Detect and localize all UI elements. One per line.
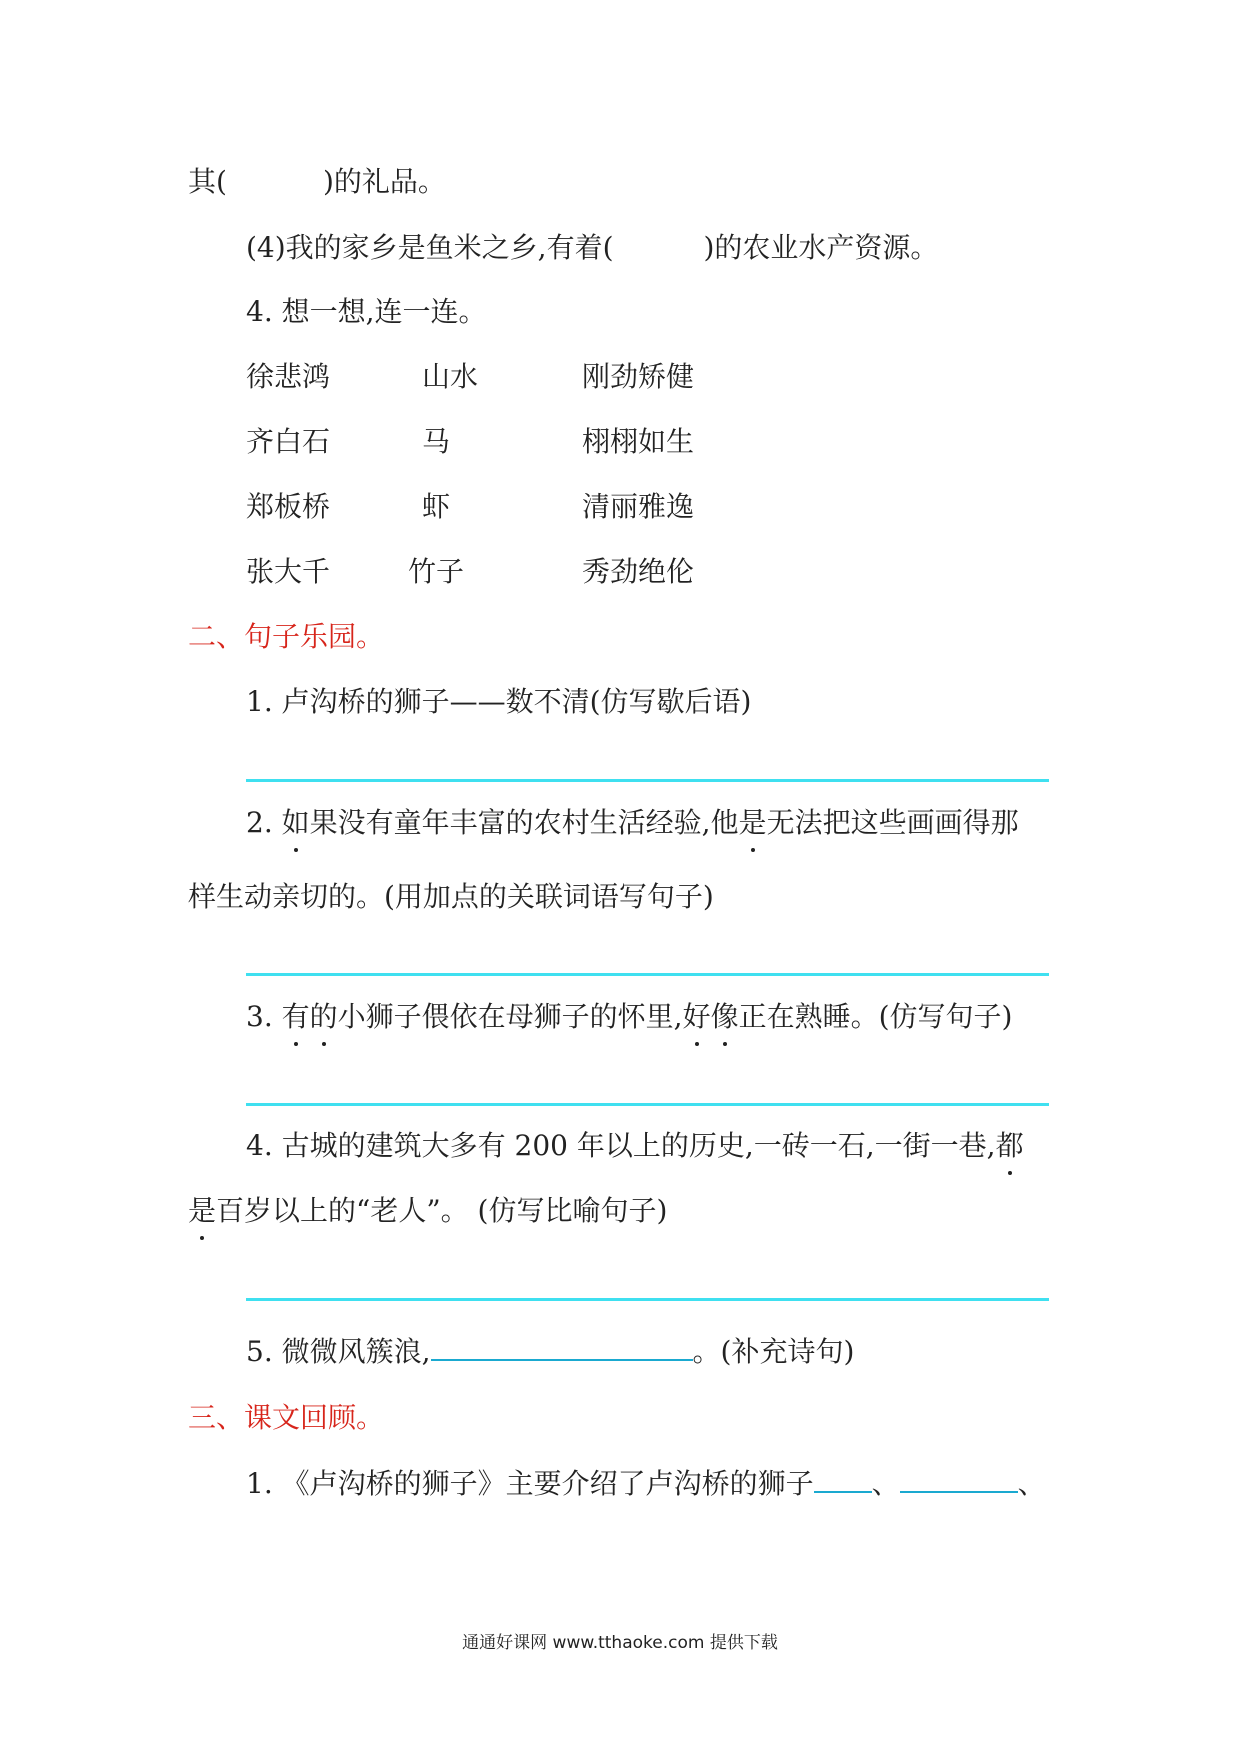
s3-q1-sep-2: 、: [1017, 1467, 1046, 1500]
q3-item-4-before: (4)我的家乡是鱼米之乡,有着(: [246, 231, 614, 264]
s2-q2-dot-word-1: 如: [282, 803, 310, 843]
q3-item-4-after: )的农业水产资源。: [703, 231, 939, 264]
s2-q5-answer-blank[interactable]: [431, 1333, 693, 1361]
match-subject-4[interactable]: 竹子: [408, 555, 465, 588]
s2-q4-text-1: 4. 古城的建筑大多有 200 年以上的历史,一砖一石,一街一巷,: [246, 1129, 996, 1162]
s2-q4-dot-word-2: 是: [188, 1191, 216, 1231]
s2-q3-answer-line[interactable]: [246, 1103, 1049, 1106]
s2-q1: 1. 卢沟桥的狮子——数不清(仿写歇后语): [246, 685, 752, 718]
s2-q4-text-2: 百岁以上的“老人”。 (仿写比喻句子): [216, 1194, 668, 1227]
s2-q3-text-2: 正在熟睡。(仿写句子): [738, 1000, 1013, 1033]
s2-q2-num: 2.: [246, 806, 282, 839]
s3-q1-blank-2[interactable]: [900, 1465, 1018, 1493]
s2-q2-answer-line[interactable]: [246, 973, 1049, 976]
section3-heading: 三、课文回顾。: [188, 1401, 385, 1434]
s2-q4-dot-word-1: 都: [996, 1126, 1024, 1166]
q3-cont-after: )的礼品。: [322, 165, 446, 198]
match-painter-1[interactable]: 徐悲鸿: [246, 360, 331, 393]
match-subject-3[interactable]: 虾: [422, 490, 451, 523]
match-subject-2[interactable]: 马: [422, 425, 451, 458]
footer-credit: 通通好课网 www.tthaoke.com 提供下载: [462, 1633, 778, 1653]
s2-q3-text-1: 小狮子偎依在母狮子的怀里,: [337, 1000, 683, 1033]
s2-q5: [246, 1332, 854, 1372]
q4-title: 4. 想一想,连一连。: [246, 295, 487, 328]
match-subject-1[interactable]: 山水: [422, 360, 479, 393]
match-painter-3[interactable]: 郑板桥: [246, 490, 331, 523]
s2-q2-text-2: 无法把这些画画得那: [766, 806, 1019, 839]
q3-continuation: [188, 162, 446, 202]
s2-q4-line1: [246, 1126, 1024, 1166]
s3-q1: [246, 1464, 1046, 1504]
match-style-1[interactable]: 刚劲矫健: [582, 360, 695, 393]
s2-q5-after: 。(补充诗句): [692, 1335, 855, 1368]
s2-q3-dot-word-1: 有: [282, 997, 310, 1037]
s2-q4-answer-line[interactable]: [246, 1298, 1049, 1301]
s2-q4-line2: [188, 1191, 667, 1231]
s2-q3-dot-word-4: 像: [711, 997, 739, 1037]
s2-q3-num: 3.: [246, 1000, 282, 1033]
match-style-4[interactable]: 秀劲绝伦: [582, 555, 695, 588]
s2-q3-dot-word-3: 好: [683, 997, 711, 1037]
s2-q2-dot-word-2: 是: [739, 803, 767, 843]
s2-q2-text-1: 果没有童年丰富的农村生活经验,他: [309, 806, 739, 839]
match-style-3[interactable]: 清丽雅逸: [582, 490, 695, 523]
s2-q1-answer-line[interactable]: [246, 779, 1049, 782]
s2-q2-line1: [246, 803, 1019, 843]
s3-q1-sep-1: 、: [871, 1467, 900, 1500]
s2-q5-before: 5. 微微风簇浪,: [246, 1335, 431, 1368]
section2-heading: 二、句子乐园。: [188, 620, 385, 653]
s2-q2-line2: 样生动亲切的。(用加点的关联词语写句子): [188, 880, 714, 913]
s2-q3-dot-word-2: 的: [310, 997, 338, 1037]
match-painter-4[interactable]: 张大千: [246, 555, 331, 588]
match-painter-2[interactable]: 齐白石: [246, 425, 331, 458]
q3-item-4: [246, 228, 938, 268]
s3-q1-before: 1. 《卢沟桥的狮子》主要介绍了卢沟桥的狮子: [246, 1467, 814, 1500]
s2-q3: [246, 997, 1012, 1037]
match-style-2[interactable]: 栩栩如生: [582, 425, 695, 458]
q3-cont-before: 其(: [188, 165, 227, 198]
s3-q1-blank-1[interactable]: [814, 1465, 872, 1493]
